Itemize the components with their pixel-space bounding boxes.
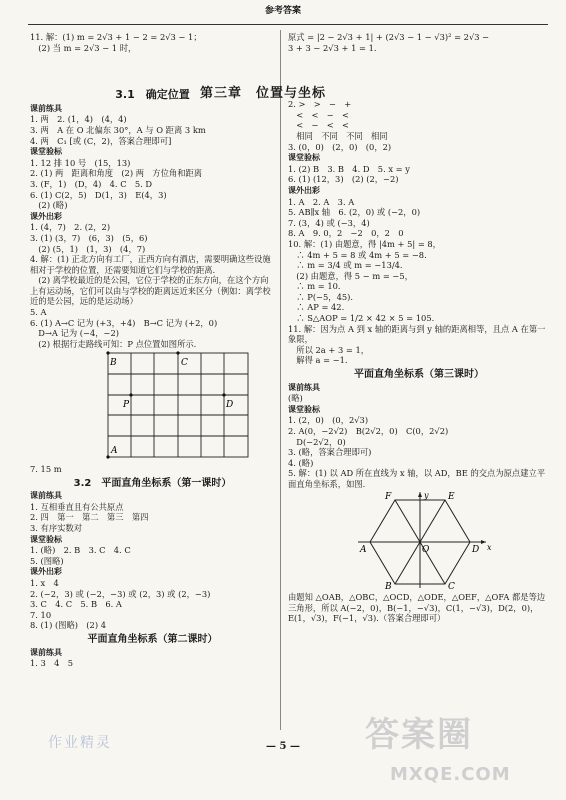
grid-label-p: P bbox=[123, 400, 130, 411]
watermark-logo: 答案圈 bbox=[365, 715, 473, 755]
answer-line: 8. (1) (图略) (2) 4 bbox=[30, 620, 106, 631]
answer-line: 2. > > − + bbox=[288, 99, 352, 110]
grid-label-b: B bbox=[110, 358, 117, 369]
column-divider bbox=[280, 30, 281, 730]
section-label: 课堂验标 bbox=[288, 153, 320, 163]
answer-line: 1. (2，0) (0，2√3) bbox=[288, 415, 369, 426]
answer-line: 3. C 4. C 5. B 6. A bbox=[30, 599, 122, 610]
answer-line: 所以 2a + 3 = 1， bbox=[288, 344, 370, 355]
answer-line: D→A 记为 (−4，−2) bbox=[30, 328, 119, 339]
right-column bbox=[288, 32, 550, 624]
answer-line: (2) 由题意，得 5 − m = −5， bbox=[288, 270, 413, 281]
answer-line: 8. A 9. 0，2 −2 0，2 0 bbox=[288, 228, 404, 239]
answer-paragraph: 4. 解：(1) 正北方向有工厂，正西方向有酒店，需要明确这些设施相对于学校的位置，还需要知道它们与学校的距离. bbox=[30, 254, 271, 275]
answer-line: 3. (F，1) (D，4) 4. C 5. D bbox=[30, 178, 153, 189]
left-column bbox=[30, 32, 275, 669]
chapter-title: 第三章 位置与坐标 bbox=[200, 86, 327, 101]
answer-line: 1. (2) B 3. B 4. D 5. x = y bbox=[288, 163, 410, 174]
answer-line: 5. AB∥x 轴 6. (2，0) 或 (−2，0) bbox=[288, 207, 421, 218]
answer-paragraph: 11. 解：因为点 A 到 x 轴的距离与到 y 轴的距离相等，且点 A 在第一象限， bbox=[288, 323, 546, 345]
hex-label-f: F bbox=[385, 491, 392, 502]
answer-line: 6. (1) (12，3) (2) (2，−2) bbox=[288, 174, 399, 185]
section-label: 课前练具 bbox=[30, 491, 62, 501]
right-top-line: 原式 = |2 − 2√3 + 1| + (2√3 − 1 − √3)² = 2√3 − bbox=[288, 32, 490, 42]
answer-line: 5. (图略) bbox=[30, 555, 64, 566]
watermark-left: 作业精灵 bbox=[48, 735, 112, 751]
answer-line: 6. (1) A→C 记为 (+3，+4) B→C 记为 (+2，0) bbox=[30, 317, 218, 328]
axis-label-y: y bbox=[424, 490, 429, 500]
answer-line: 1. 两 2. (1，4) (4，4) bbox=[30, 114, 127, 125]
section-label: 课外出彩 bbox=[30, 567, 62, 577]
answer-line: 7. 10 bbox=[30, 609, 52, 620]
answer-line: 2. (−2，3) 或 (−2，−3) 或 (2，3) 或 (2，−3) bbox=[30, 588, 211, 599]
answer-line: 6. (1) C(2，5) D(1，3) E(4，3) bbox=[30, 189, 167, 200]
section-3-1-title: 3.1 确定位置 bbox=[115, 88, 190, 102]
answer-line: 1. A 2. A 3. A bbox=[288, 196, 355, 207]
answer-line: ∴ m = 3/4 或 m = −13/4. bbox=[288, 260, 403, 271]
answer-line: 2. A(0，−2√2) B(2√2，0) C(0，2√2) bbox=[288, 426, 449, 436]
answer-line: 1. 3 4 5 bbox=[30, 658, 73, 669]
answer-line: D(−2√2，0) bbox=[288, 436, 346, 447]
answer-line: < < − < bbox=[288, 109, 349, 120]
hex-label-a: A bbox=[360, 544, 367, 555]
left-top-line: 11. 解：(1) m = 2√3 + 1 − 2 = 2√3 − 1； bbox=[30, 32, 202, 42]
header-rule bbox=[28, 24, 548, 25]
section-label: 课前练具 bbox=[30, 103, 62, 113]
answer-line: ∴ 4m + 5 = 8 或 4m + 5 = −8. bbox=[288, 249, 427, 260]
answer-line: ∴ P(−5，45). bbox=[288, 291, 354, 302]
answer-line: 3. (略，答案合理即可) bbox=[288, 447, 372, 458]
answer-line: (略) bbox=[288, 393, 303, 404]
hex-label-c: C bbox=[448, 581, 455, 590]
answer-line: 1. 互相垂直且有公共原点 bbox=[30, 501, 124, 512]
answer-line: 4. 两 C₁ [或 (C，2)，答案合理即可] bbox=[30, 135, 172, 146]
answer-line: ∴ AP = 42. bbox=[288, 302, 345, 313]
answer-line: 3. 两 A 在 O 北偏东 30°，A 与 O 距离 3 km bbox=[30, 124, 206, 135]
grid-label-c: C bbox=[181, 358, 188, 369]
answer-line: ∴ m = 10. bbox=[288, 281, 341, 292]
answer-line: < − < < bbox=[288, 120, 349, 131]
answer-line: (2) 根据行走路线可知：P 点位置如图所示. bbox=[30, 338, 197, 349]
answer-paragraph: 5. 解：(1) 以 AD 所在直线为 x 轴，以 AD，BE 的交点为原点建立平面直角坐标系，如图. bbox=[288, 468, 546, 489]
section-label: 课前练具 bbox=[30, 647, 62, 657]
grid-label-a: A bbox=[111, 446, 118, 457]
answer-line: 3. (0，0) (2，0) (0，2) bbox=[288, 141, 392, 152]
section-label: 课堂验标 bbox=[288, 404, 320, 414]
grid-label-d: D bbox=[226, 400, 234, 411]
hexagon-figure bbox=[288, 490, 550, 590]
answer-line: (2) (5，1) (1，3) (4，7) bbox=[30, 243, 146, 254]
section-lesson3-title: 平面直角坐标系（第三课时） bbox=[354, 369, 484, 381]
answer-line: ∴ S△AOP = 1/2 × 42 × 5 = 105. bbox=[288, 313, 435, 324]
section-label: 课前练具 bbox=[288, 382, 320, 392]
answer-line: 解得 a = −1. bbox=[288, 355, 348, 366]
answer-line: 3. 有序实数对 bbox=[30, 523, 83, 533]
answer-line: 10. 解：(1) 由题意，得 |4m + 5| = 8， bbox=[288, 238, 441, 249]
right-top-line: 3 + 3 − 2√3 + 1 = 1. bbox=[288, 42, 377, 53]
hex-label-b: B bbox=[385, 581, 392, 590]
page-number: — 5 — bbox=[266, 741, 300, 752]
answer-paragraph: 由题知 △OAB，△OBC，△OCD，△ODE，△OEF，△OFA 都是等边三角形，所以 A(−2，0)，B(−1，−√3)，C(1，−√3)，D(2，0)，E(1，√3)，F(−1，√3).（答案合理即可） bbox=[288, 592, 546, 624]
axis-label-x: x bbox=[487, 542, 492, 552]
section-label: 课外出彩 bbox=[288, 185, 320, 195]
section-lesson2-title: 平面直角坐标系（第二课时） bbox=[87, 633, 218, 645]
answer-line: 1. x 4 bbox=[30, 577, 59, 588]
answer-line: 3. (1) (3，7) (6，3) (5，6) bbox=[30, 232, 148, 243]
grid-figure bbox=[30, 349, 275, 461]
section-label: 课堂验标 bbox=[30, 147, 62, 157]
answer-line: 1. (4，7) 2. (2，2) bbox=[30, 222, 111, 233]
answer-line: 4. (略) bbox=[288, 457, 314, 468]
page-header: 参考答案 bbox=[264, 6, 301, 16]
answer-line: 1. (略) 2. B 3. C 4. C bbox=[30, 545, 131, 556]
hex-label-o: O bbox=[422, 544, 430, 555]
answer-line: 5. A bbox=[30, 307, 47, 318]
section-3-2-title: 3.2 平面直角坐标系（第一课时） bbox=[73, 477, 232, 489]
answer-line: 7. 15 m bbox=[30, 464, 62, 475]
answer-line: 2. 四 第一 第二 第三 第四 bbox=[30, 512, 149, 523]
section-label: 课外出彩 bbox=[30, 211, 62, 221]
answer-line: (2) (略) bbox=[30, 200, 68, 211]
answer-line: 1. 12 排 10 号 (15，13) bbox=[30, 157, 131, 168]
hex-label-d: D bbox=[472, 544, 480, 555]
answer-line: 2. (1) 两 距离和角度 (2) 两 方位角和距离 bbox=[30, 168, 203, 179]
answer-line: 相同 不同 不同 相同 bbox=[288, 130, 388, 141]
section-label: 课堂验标 bbox=[30, 534, 62, 544]
left-top-line: (2) 当 m = 2√3 − 1 时， bbox=[30, 42, 137, 53]
answer-line: 7. (3，4) 或 (−3，4) bbox=[288, 217, 370, 228]
answer-paragraph: (2) 离学校最近的是公园，它位于学校的正东方向，在这个方向上有运动场，它们可以由与学校的距离远近来区分（例如：离学校近的是公园，远的是运动场） bbox=[30, 275, 271, 307]
watermark-url: MXQE.COM bbox=[390, 764, 511, 785]
hex-label-e: E bbox=[448, 491, 455, 502]
